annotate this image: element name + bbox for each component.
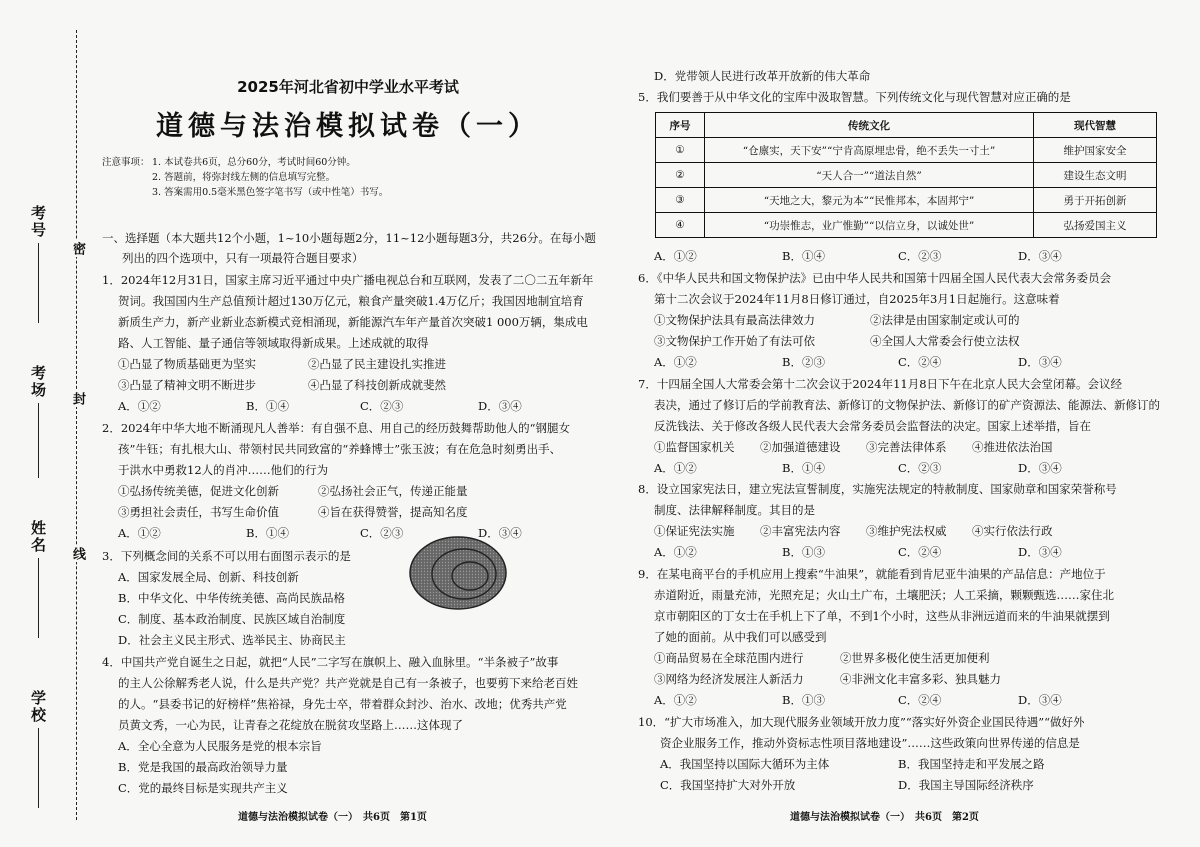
paper-title: 道德与法治模拟试卷（一） (156, 111, 540, 142)
q7-option-c[interactable]: C．②③ (898, 461, 942, 475)
q7-option-b[interactable]: B．①④ (782, 461, 825, 475)
table-cell: 建设生态文明 (1034, 163, 1157, 188)
exam-notes (102, 155, 388, 200)
q8-choice: ②丰富宪法内容 (760, 524, 841, 538)
q9-choice: ②世界多极化使生活更加便利 (840, 651, 990, 665)
q6-stem: 6．《中华人民共和国文物保护法》已由中华人民共和国第十四届全国人民代表大会常务委员会 (638, 271, 1112, 285)
table-row (656, 163, 1157, 188)
q2-choice: ④旨在获得赞誉，提高知名度 (318, 505, 468, 519)
q2-choice: ③勇担社会责任，书写生命价值 (118, 505, 279, 519)
q7-stem: 7．十四届全国人大常委会第十二次会议于2024年11月8日下午在北京人民大会堂闭幕。会议经 (638, 377, 1123, 391)
q9-option-c[interactable]: C．②④ (898, 693, 942, 707)
q1-choice: ②凸显了民主建设扎实推进 (308, 357, 446, 371)
q5-option-a[interactable]: A．①② (654, 249, 697, 263)
table-row (656, 138, 1157, 163)
q1-stem: 新质生产力，新产业新业态新模式竞相涌现，新能源汽车年产量首次突破1 000万辆，集成电 (118, 315, 588, 329)
q7-choice: ③完善法律体系 (866, 440, 947, 454)
field-school (28, 690, 49, 808)
note-item: 3. 答案需用0.5毫米黑色签字笔书写（或中性笔）书写。 (152, 187, 389, 198)
q9-stem: 京市朝阳区的丁女士在手机上下了单，不到1个小时，这些从非洲远道而来的牛油果就摆到 (654, 609, 1110, 623)
q9-option-b[interactable]: B．①③ (782, 693, 825, 707)
note-item: 2. 答题前，将弥封线左侧的信息填写完整。 (152, 172, 336, 183)
field-blank (38, 728, 39, 808)
binding-strip (0, 0, 92, 847)
q4-option-a[interactable]: A．全心全意为人民服务是党的根本宗旨 (118, 739, 322, 753)
q9-option-a[interactable]: A．①② (654, 693, 697, 707)
q1-stem: 路、人工智能、量子通信等领域取得新成果。上述成就的取得 (118, 336, 429, 350)
q1-option-c[interactable]: C．②③ (360, 399, 404, 413)
q1-choice: ④凸显了科技创新成就斐然 (308, 378, 446, 392)
q4-option-c[interactable]: C．党的最终目标是实现共产主义 (118, 781, 288, 795)
q10-stem: 资企业服务工作，推动外资标志性项目落地建设”……这些政策向世界传递的信息是 (660, 736, 1080, 750)
field-label: 姓名 (29, 520, 47, 554)
q8-option-c[interactable]: C．②④ (898, 545, 942, 559)
table-cell: ② (656, 163, 705, 188)
field-exam-number (28, 205, 49, 323)
q4-option-d[interactable]: D．党带领人民进行改革开放新的伟大革命 (654, 69, 871, 83)
q1-option-d[interactable]: D．③④ (478, 399, 522, 413)
section-heading-cont: 列出的四个选项中，只有一项最符合题目要求） (122, 251, 364, 265)
q8-choice: ④实行依法行政 (972, 524, 1053, 538)
table-header: 现代智慧 (1034, 113, 1157, 138)
q2-option-b[interactable]: B．①④ (246, 526, 289, 540)
table-header: 序号 (656, 113, 705, 138)
q1-option-a[interactable]: A．①② (118, 399, 161, 413)
q9-stem: 赤道附近，雨量充沛，光照充足；火山土广布，土壤肥沃；人工采摘，颗颗甄选……家住北 (654, 588, 1114, 602)
table-cell: “功崇惟志，业广惟勤”“以信立身，以诚处世” (705, 213, 1034, 238)
field-name (28, 520, 49, 638)
field-blank (38, 558, 39, 638)
q9-stem: 了她的面前。从中我们可以感受到 (654, 630, 827, 644)
q2-stem: 孩”牛钰；有扎根大山、带领村民共同致富的“养蜂博士”张玉波；有在危急时刻勇出手、 (118, 442, 562, 456)
q10-option-d[interactable]: D．我国主导国际经济秩序 (898, 778, 1034, 792)
table-cell: “仓廪实，天下安”“宁肯高原埋忠骨，绝不丢失一寸土” (705, 138, 1034, 163)
q2-option-c[interactable]: C．②③ (360, 526, 404, 540)
page-2 (630, 0, 1170, 847)
seal-mark-xian: 线 (70, 547, 85, 560)
table-row (656, 188, 1157, 213)
q9-option-d[interactable]: D．③④ (1018, 693, 1062, 707)
q8-choice: ①保证宪法实施 (654, 524, 735, 538)
culture-wisdom-table (655, 112, 1157, 238)
table-cell: ④ (656, 213, 705, 238)
field-label: 学校 (29, 690, 47, 724)
field-blank (38, 243, 39, 323)
q10-option-a[interactable]: A．我国坚持以国际大循环为主体 (660, 757, 830, 771)
q5-option-d[interactable]: D．③④ (1018, 249, 1062, 263)
q9-stem: 9．在某电商平台的手机应用上搜索“牛油果”，就能看到肯尼亚牛油果的产品信息：产地位于 (638, 567, 1106, 581)
q7-choice: ②加强道德建设 (760, 440, 841, 454)
q10-option-b[interactable]: B．我国坚持走和平发展之路 (898, 757, 1045, 771)
q1-option-b[interactable]: B．①④ (246, 399, 289, 413)
q6-option-d[interactable]: D．③④ (1018, 355, 1062, 369)
q1-choice: ①凸显了物质基础更为坚实 (118, 357, 256, 371)
table-cell: 勇于开拓创新 (1034, 188, 1157, 213)
field-label: 考号 (29, 205, 47, 239)
q7-option-d[interactable]: D．③④ (1018, 461, 1062, 475)
q9-choice: ①商品贸易在全球范围内进行 (654, 651, 804, 665)
q6-choice: ①文物保护法具有最高法律效力 (654, 313, 815, 327)
q1-choice: ③凸显了精神文明不断进步 (118, 378, 256, 392)
q8-stem: 制度、法律解释制度。其目的是 (654, 503, 815, 517)
q5-option-b[interactable]: B．①④ (782, 249, 825, 263)
q10-stem: 10．“扩大市场准入，加大现代服务业领域开放力度”“落实好外资企业国民待遇”“做好外 (638, 715, 1085, 729)
q6-stem: 第十二次会议于2024年11月8日修订通过，自2025年3月1日起施行。这意味着 (654, 292, 1060, 306)
q4-stem: 的主人公徐解秀老人说，什么是共产党？共产党就是自己有一条被子，也要剪下来给老百姓 (118, 676, 578, 690)
q2-option-d[interactable]: D．③④ (478, 526, 522, 540)
table-cell: ③ (656, 188, 705, 213)
page-footer-left: 道德与法治模拟试卷（一） 共6页 第1页 (238, 812, 427, 823)
q7-stem: 表决，通过了修订后的学前教育法、新修订的文物保护法、新修订的矿产资源法、能源法、新修订的 (654, 398, 1160, 412)
table-header: 传统文化 (705, 113, 1034, 138)
q6-option-a[interactable]: A．①② (654, 355, 697, 369)
table-cell: ① (656, 138, 705, 163)
q4-stem: 4．中国共产党自诞生之日起，就把“人民”二字写在旗帜上、融入血脉里。“半条被子”故事 (102, 655, 559, 669)
q2-stem: 2．2024年中华大地不断涌现凡人善举：有自强不息、用自己的经历鼓舞帮助他人的“钢腿女 (102, 421, 570, 435)
table-cell: 维护国家安全 (1034, 138, 1157, 163)
q6-choice: ③文物保护工作开始了有法可依 (654, 334, 815, 348)
page-1 (98, 0, 598, 847)
q3-option-b[interactable]: B．中华文化、中华传统美德、高尚民族品格 (118, 591, 345, 605)
q3-option-a[interactable]: A．国家发展全局、创新、科技创新 (118, 570, 299, 584)
notes-label: 注意事项： (102, 157, 150, 168)
q3-option-d[interactable]: D．社会主义民主形式、选举民主、协商民主 (118, 633, 346, 647)
seal-mark-feng: 封 (70, 392, 85, 405)
q4-option-b[interactable]: B．党是我国的最高政治领导力量 (118, 760, 288, 774)
table-row (656, 213, 1157, 238)
q2-stem: 于洪水中勇救12人的肖冲……他们的行为 (118, 463, 329, 477)
q5-stem: 5．我们要善于从中华文化的宝库中汲取智慧。下列传统文化与现代智慧对应正确的是 (638, 90, 1071, 104)
q1-stem: 贺词。我国国内生产总值预计超过130万亿元，粮食产量突破1.4万亿斤；我国因地制宜培育 (118, 294, 584, 308)
q2-choice: ①弘扬传统美德，促进文化创新 (118, 484, 279, 498)
q7-choice: ④推进依法治国 (972, 440, 1053, 454)
field-blank (38, 403, 39, 478)
q8-stem: 8．设立国家宪法日，建立宪法宣誓制度，实施宪法规定的特赦制度、国家勋章和国家荣誉称号 (638, 482, 1117, 496)
q7-stem: 反洗钱法、关于修改各级人民代表大会常务委员会监督法的决定。国家上述举措，旨在 (654, 419, 1091, 433)
table-cell: 弘扬爱国主义 (1034, 213, 1157, 238)
section-heading: 一、选择题（本大题共12个小题，1~10小题每题2分，11~12小题每题3分，共26分。在每小题 (102, 231, 596, 245)
q8-option-d[interactable]: D．③④ (1018, 545, 1062, 559)
q3-stem: 3．下列概念间的关系不可以用右面图示表示的是 (102, 549, 351, 563)
page-footer-right: 道德与法治模拟试卷（一） 共6页 第2页 (790, 812, 979, 823)
q9-choice: ③网络为经济发展注人新活力 (654, 672, 804, 686)
q8-option-a[interactable]: A．①② (654, 545, 697, 559)
q2-option-a[interactable]: A．①② (118, 526, 161, 540)
q5-option-c[interactable]: C．②③ (898, 249, 942, 263)
q9-choice: ④非洲文化丰富多彩、独具魅力 (840, 672, 1001, 686)
note-item: 1. 本试卷共6页，总分60分，考试时间60分钟。 (152, 157, 356, 168)
seal-line (76, 30, 77, 820)
q4-stem: 的人。“县委书记的好榜样”焦裕禄，身先士卒，带着群众封沙、治水、改地；优秀共产党 (118, 697, 567, 711)
seal-mark-mi: 密 (70, 242, 85, 255)
q7-option-a[interactable]: A．①② (654, 461, 697, 475)
q6-option-b[interactable]: B．②③ (782, 355, 825, 369)
q6-choice: ④全国人大常委会行使立法权 (870, 334, 1020, 348)
q10-option-c[interactable]: C．我国坚持扩大对外开放 (660, 778, 796, 792)
q6-choice: ②法律是由国家制定或认可的 (870, 313, 1020, 327)
q2-choice: ②弘扬社会正气，传递正能量 (318, 484, 468, 498)
nested-circles-diagram (408, 534, 508, 612)
q4-stem: 员黄文秀，一心为民，让青春之花绽放在脱贫攻坚路上……这体现了 (118, 718, 463, 732)
q6-option-c[interactable]: C．②④ (898, 355, 942, 369)
field-label: 考场 (29, 365, 47, 399)
field-exam-room (28, 365, 49, 478)
q8-choice: ③维护宪法权威 (866, 524, 947, 538)
q1-stem: 1．2024年12月31日，国家主席习近平通过中央广播电视总台和互联网，发表了二〇二五年新年 (102, 273, 594, 287)
q8-option-b[interactable]: B．①③ (782, 545, 825, 559)
q3-option-c[interactable]: C．制度、基本政治制度、民族区域自治制度 (118, 612, 346, 626)
exam-title: 2025年河北省初中学业水平考试 (237, 78, 459, 96)
table-cell: “天人合一”“道法自然” (705, 163, 1034, 188)
table-cell: “天地之大，黎元为本”“民惟邦本，本固邦宁” (705, 188, 1034, 213)
q7-choice: ①监督国家机关 (654, 440, 735, 454)
